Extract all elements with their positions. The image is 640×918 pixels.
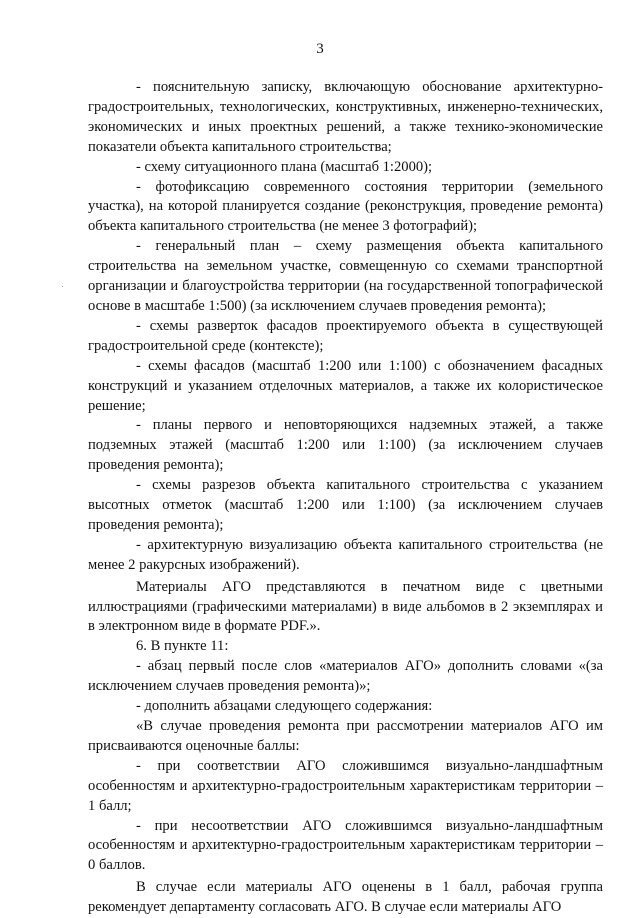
paragraph-recommendation: В случае если материалы АГО оценены в 1 балл, рабочая группа рекомендует департаменту согласовать АГО. В случае если материалы АГО <box>88 879 603 916</box>
paragraph-situation-plan: - схему ситуационного плана (масштаб 1:2000); <box>136 158 433 175</box>
paragraph-score-1: - при соответствии АГО сложившимся визуально-ландшафтным особенностям и архитектурно-градостроительным характеристикам территории – 1 балл; <box>88 757 603 814</box>
paragraph-facade-schemes: - схемы фасадов (масштаб 1:200 или 1:100) с обозначением фасадных конструкций и указанием отделочных материалов, а также их колористическое решение; <box>88 357 603 414</box>
paragraph-score-0: - при несоответствии АГО сложившимся визуально-ландшафтным особенностям и архитектурно-градостроительным характеристикам территории – 0 баллов. <box>88 817 603 874</box>
scan-speck <box>62 286 63 287</box>
paragraph-add-abzacs: - дополнить абзацами следующего содержания: <box>136 698 433 715</box>
paragraph-photo-fixation: - фотофиксацию современного состояния территории (земельного участка), на которой планируется создание (реконструкция, проведение ремонта) объекта капитального строительства (не менее 3 фотографий); <box>88 178 603 235</box>
paragraph-facade-sweeps: - схемы разверток фасадов проектируемого объекта в существующей градостроительной среде (контексте); <box>88 317 603 354</box>
paragraph-visualization: - архитектурную визуализацию объекта капитального строительства (не менее 2 ракурсных изображений). <box>88 536 603 573</box>
paragraph-floor-plans: - планы первого и неповторяющихся надземных этажей, а также подземных этажей (масштаб 1:200 или 1:100) (за исключением случаев проведения ремонта); <box>88 417 603 474</box>
paragraph-explanatory-note: - пояснительную записку, включающую обоснование архитектурно-градостроительных, технологических, конструктивных, инженерно-технических, экономических и иных проектных решений, а также технико-экономические показатели объекта капитального строительства; <box>88 79 603 155</box>
paragraph-first-abzac: - абзац первый после слов «материалов АГО» дополнить словами «(за исключением случаев проведения ремонта)»; <box>88 658 603 695</box>
document-body <box>88 78 603 918</box>
paragraph-sections: - схемы разрезов объекта капитального строительства с указанием высотных отметок (масштаб 1:200 или 1:100) (за исключением случаев проведения ремонта); <box>88 477 603 533</box>
page-number: 3 <box>316 41 324 57</box>
paragraph-item-6: 6. В пункте 11: <box>136 638 229 655</box>
paragraph-repair-scores: «В случае проведения ремонта при рассмотрении материалов АГО им присваиваются оценочные баллы: <box>88 718 603 754</box>
paragraph-general-plan: - генеральный план – схему размещения объекта капитального строительства на земельном участке, совмещенную со схемами транспортной организации и благоустройства территории (на государственной топографической основе в масштабе 1:500) (за исключением случаев проведения ремонта); <box>88 238 603 314</box>
paragraph-materials-format: Материалы АГО представляются в печатном виде с цветными иллюстрациями (графическими материалами) в виде альбомов в 2 экземплярах и в электронном виде в формате PDF.». <box>88 578 603 635</box>
